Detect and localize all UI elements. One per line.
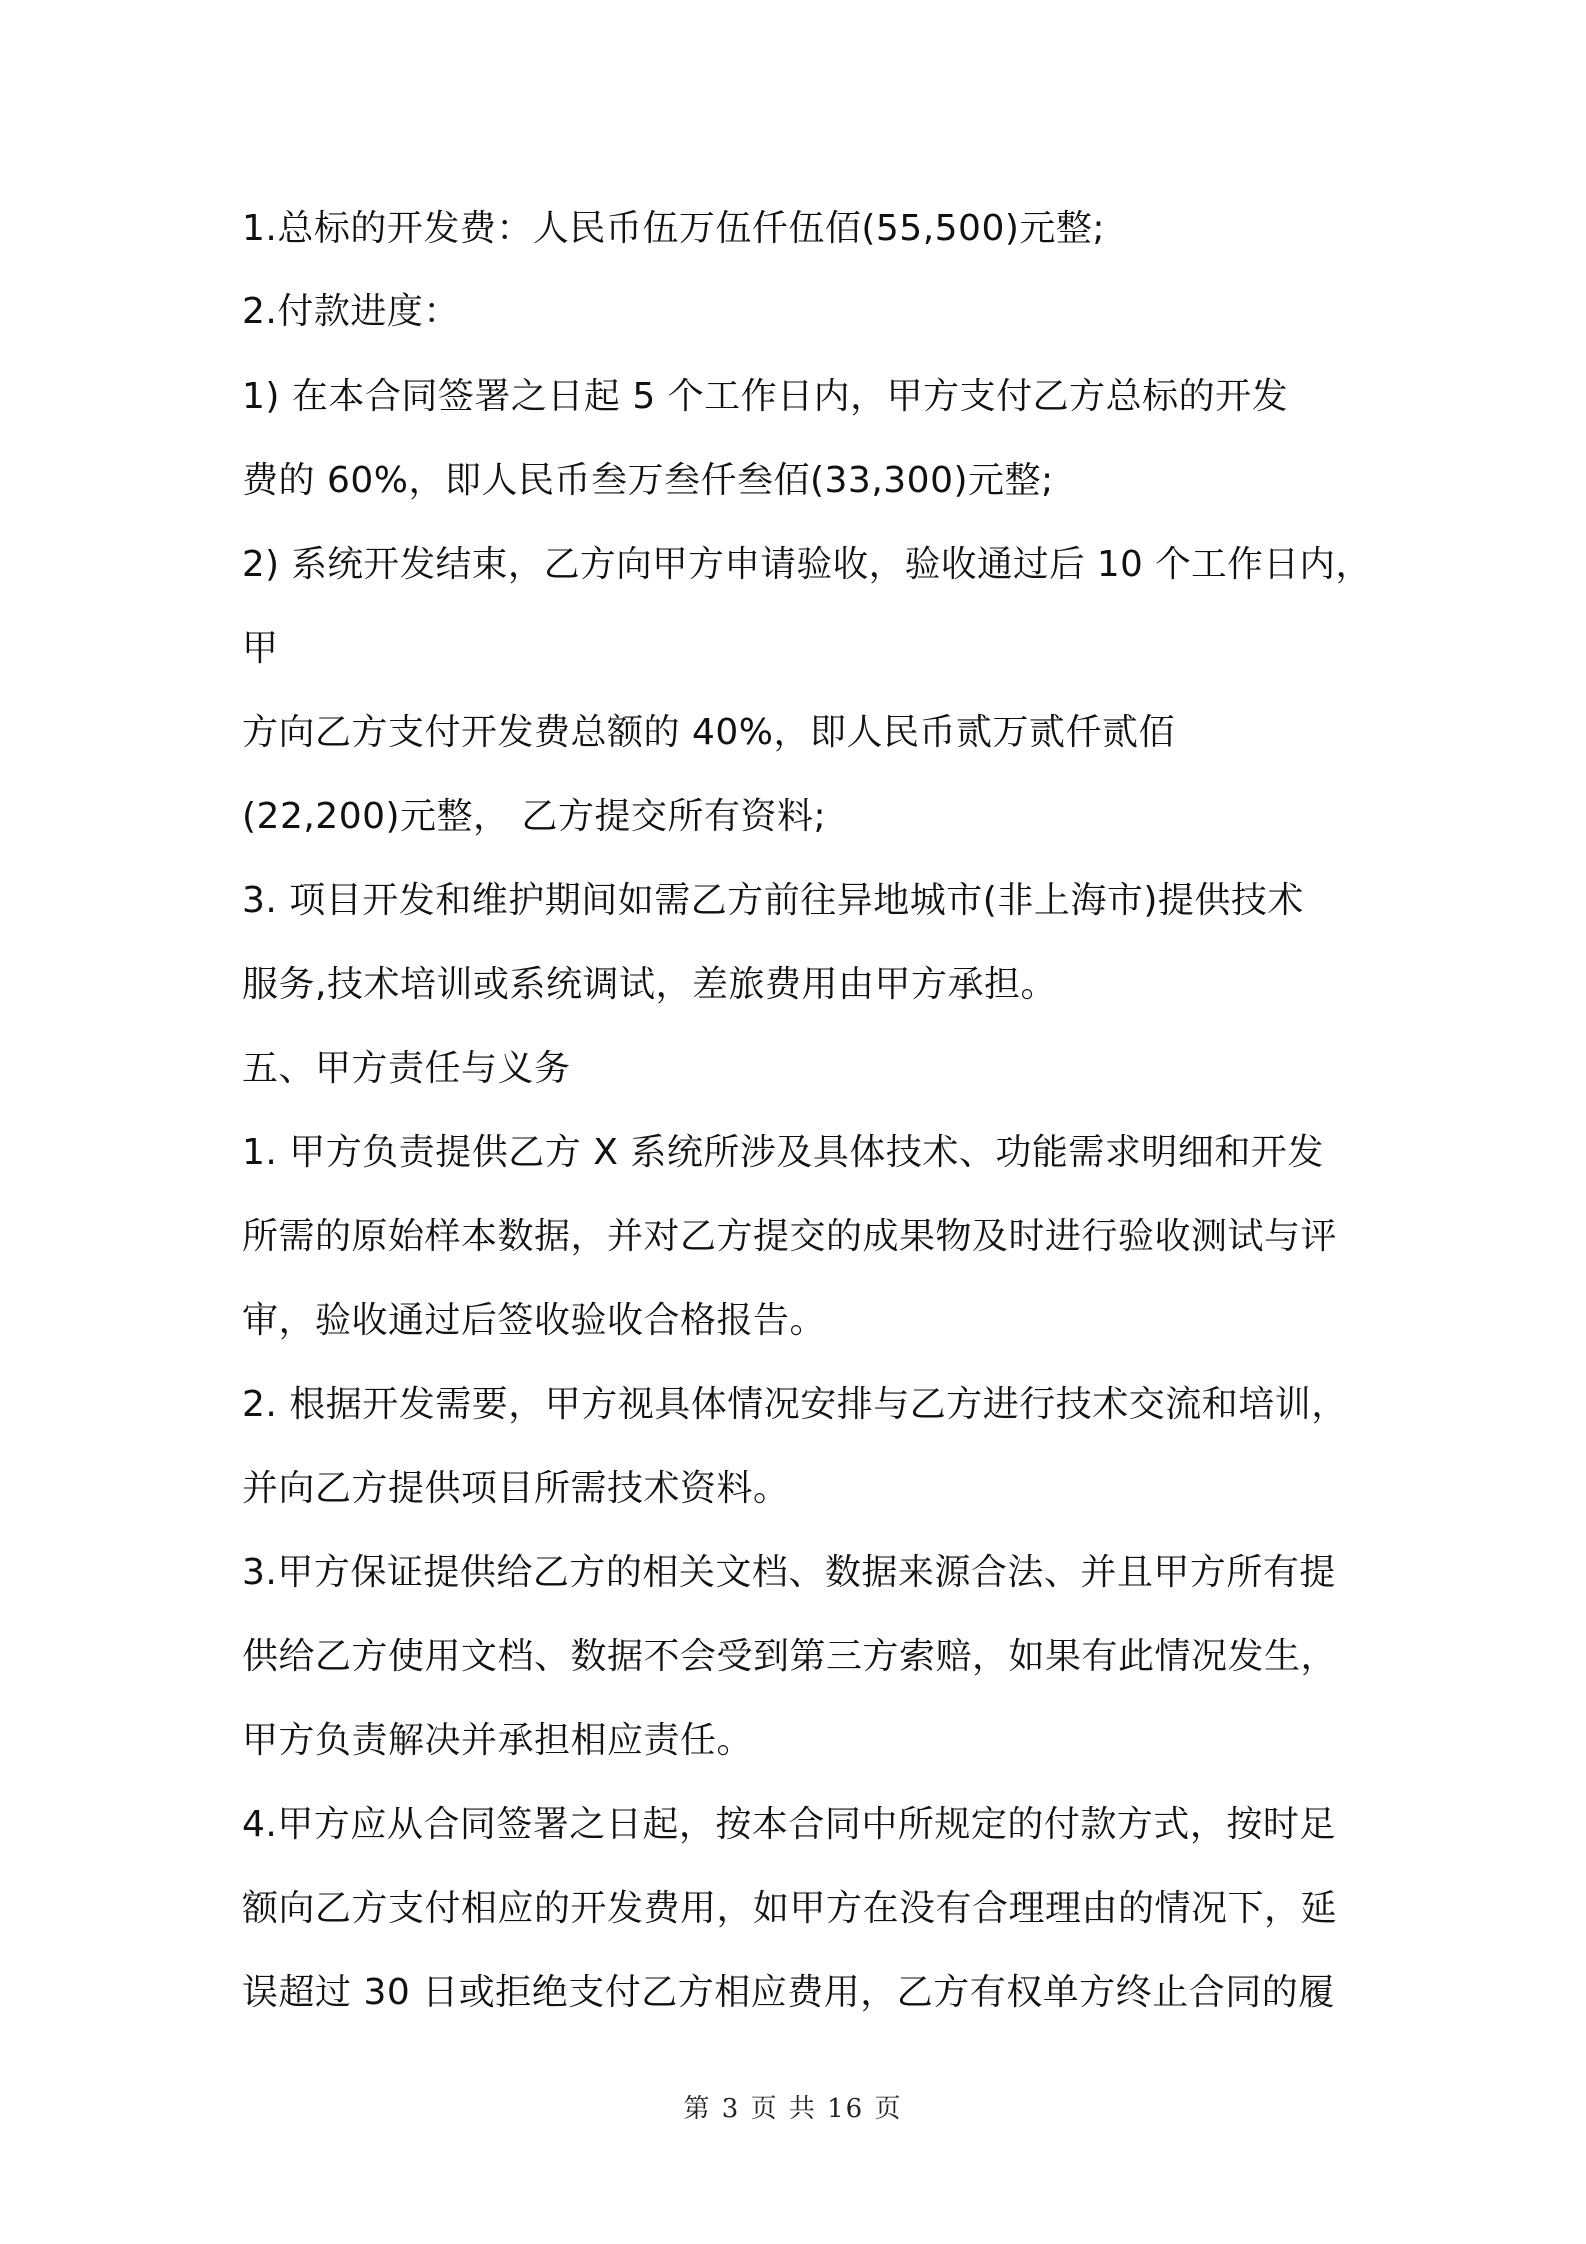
text-line: (22,200)元整， 乙方提交所有资料; [242, 796, 827, 837]
text-line: 1. 甲方负责提供乙方 X 系统所涉及具体技术、功能需求明细和开发 [242, 1132, 1324, 1173]
text-line: 费的 60%，即人民币叁万叁仟叁佰(33,300)元整; [242, 460, 1054, 501]
text-line: 甲方负责解决并承担相应责任。 [242, 1720, 754, 1761]
text-line: 3.甲方保证提供给乙方的相关文档、数据来源合法、并且甲方所有提 [242, 1552, 1336, 1593]
text-line: 2. 根据开发需要，甲方视具体情况安排与乙方进行技术交流和培训， [242, 1384, 1348, 1425]
text-line: 4.甲方应从合同签署之日起，按本合同中所规定的付款方式，按时足 [242, 1804, 1336, 1845]
text-line: 误超过 30 日或拒绝支付乙方相应费用，乙方有权单方终止合同的履 [242, 1972, 1335, 2013]
text-line: 3. 项目开发和维护期间如需乙方前往异地城市(非上海市)提供技术 [242, 880, 1304, 921]
text-line: 供给乙方使用文档、数据不会受到第三方索赔，如果有此情况发生， [242, 1636, 1338, 1677]
section-heading: 五、甲方责任与义务 [242, 1048, 571, 1089]
text-line: 额向乙方支付相应的开发费用，如甲方在没有合理理由的情况下，延 [242, 1888, 1338, 1929]
text-line: 1.总标的开发费：人民币伍万伍仟伍佰(55,500)元整; [242, 208, 1106, 249]
text-line: 审，验收通过后签收验收合格报告。 [242, 1300, 827, 1341]
text-line: 甲 [242, 628, 279, 669]
page-number-footer: 第 3 页 共 16 页 [683, 2094, 903, 2124]
text-line: 并向乙方提供项目所需技术资料。 [242, 1468, 790, 1509]
text-line: 服务,技术培训或系统调试，差旅费用由甲方承担。 [242, 964, 1057, 1005]
text-line: 2.付款进度： [242, 291, 460, 332]
text-line: 方向乙方支付开发费总额的 40%，即人民币贰万贰仟贰佰 [242, 712, 1175, 753]
text-line: 2) 系统开发结束，乙方向甲方申请验收，验收通过后 10 个工作日内， [242, 544, 1372, 585]
text-line: 所需的原始样本数据，并对乙方提交的成果物及时进行验收测试与评 [242, 1216, 1338, 1257]
text-line: 1) 在本合同签署之日起 5 个工作日内，甲方支付乙方总标的开发 [242, 376, 1289, 417]
